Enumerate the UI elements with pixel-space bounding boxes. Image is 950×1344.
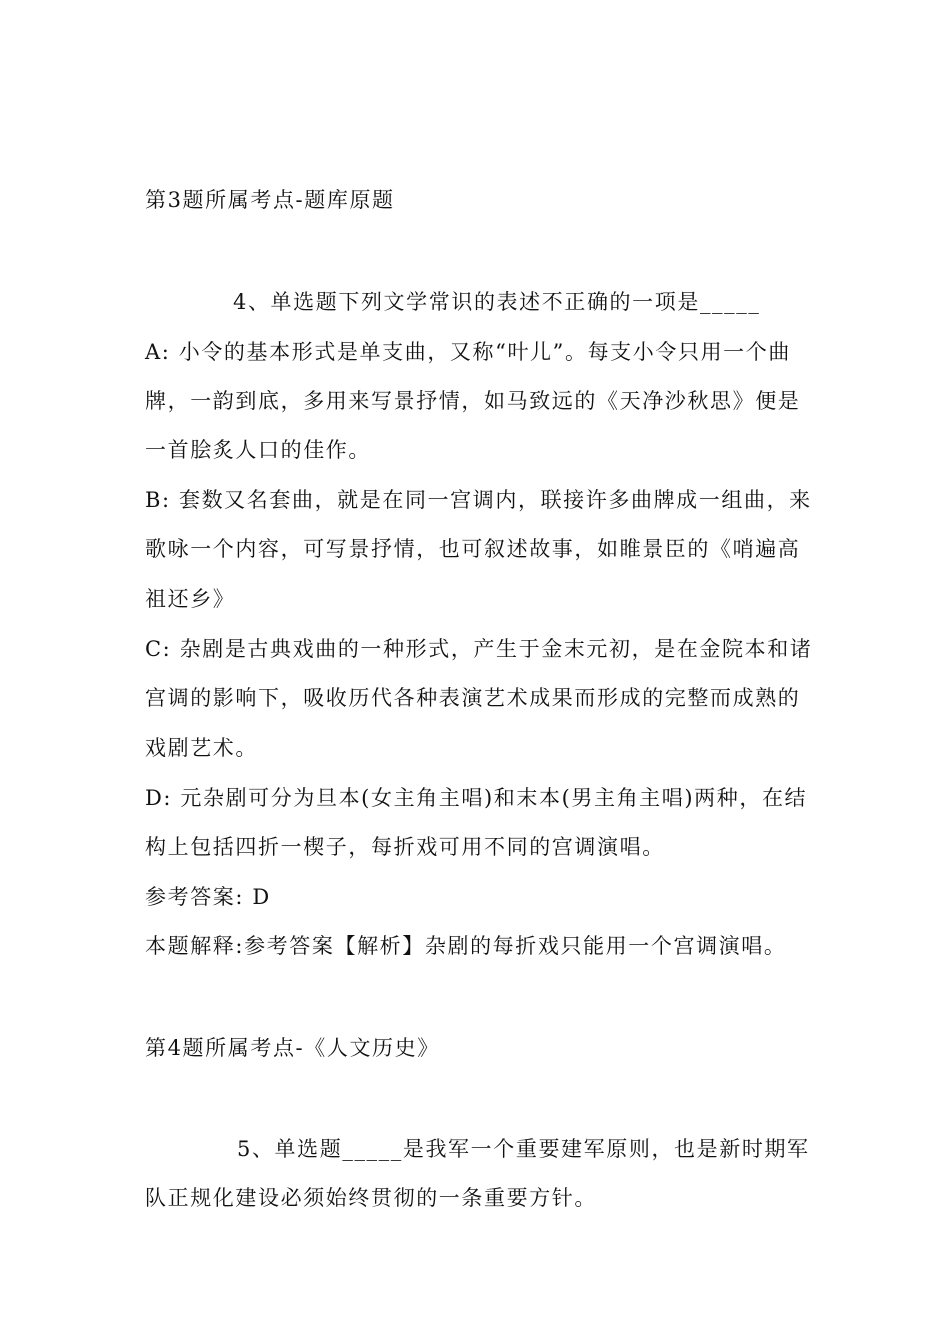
option-a-line-1: A: 小令的基本形式是单支曲，又称“叶儿”。每支小令只用一个曲 (145, 340, 791, 364)
question-4-stem: 4、单选题下列文学常识的表述不正确的一项是_____ (233, 290, 761, 314)
option-c-line-1: C: 杂剧是古典戏曲的一种形式，产生于金末元初，是在金院本和诸 (145, 637, 813, 661)
option-c-line-2: 宫调的影响下，吸收历代各种表演艺术成果而形成的完整而成熟的 (145, 686, 801, 710)
question-5-stem-line-2: 队正规化建设必须始终贯彻的一条重要方针。 (145, 1186, 597, 1210)
option-d-line-1: D: 元杂剧可分为旦本(女主角主唱)和末本(男主角主唱)两种，在结 (145, 786, 808, 810)
option-b-line-3: 祖还乡》 (145, 587, 236, 611)
option-d-line-2: 构上包括四折一楔子，每折戏可用不同的宫调演唱。 (145, 835, 665, 859)
option-b-line-1: B: 套数又名套曲，就是在同一宫调内，联接许多曲牌成一组曲，来 (145, 488, 812, 512)
answer: 参考答案: D (145, 885, 271, 909)
option-a-line-3: 一首脍炙人口的佳作。 (145, 438, 371, 462)
option-c-line-3: 戏剧艺术。 (145, 736, 258, 760)
option-a-line-2: 牌，一韵到底，多用来写景抒情，如马致远的《天净沙秋思》便是 (145, 389, 801, 413)
option-b-line-2: 歌咏一个内容，可写景抒情，也可叙述故事，如睢景臣的《哨遍高 (145, 537, 801, 561)
explanation: 本题解释:参考答案【解析】杂剧的每折戏只能用一个宫调演唱。 (145, 934, 787, 958)
knowledge-point-q4: 第4题所属考点-《人文历史》 (145, 1036, 440, 1060)
question-5-stem-line-1: 5、单选题_____是我军一个重要建军原则，也是新时期军 (237, 1137, 810, 1161)
knowledge-point-q3: 第3题所属考点-题库原题 (145, 188, 395, 212)
